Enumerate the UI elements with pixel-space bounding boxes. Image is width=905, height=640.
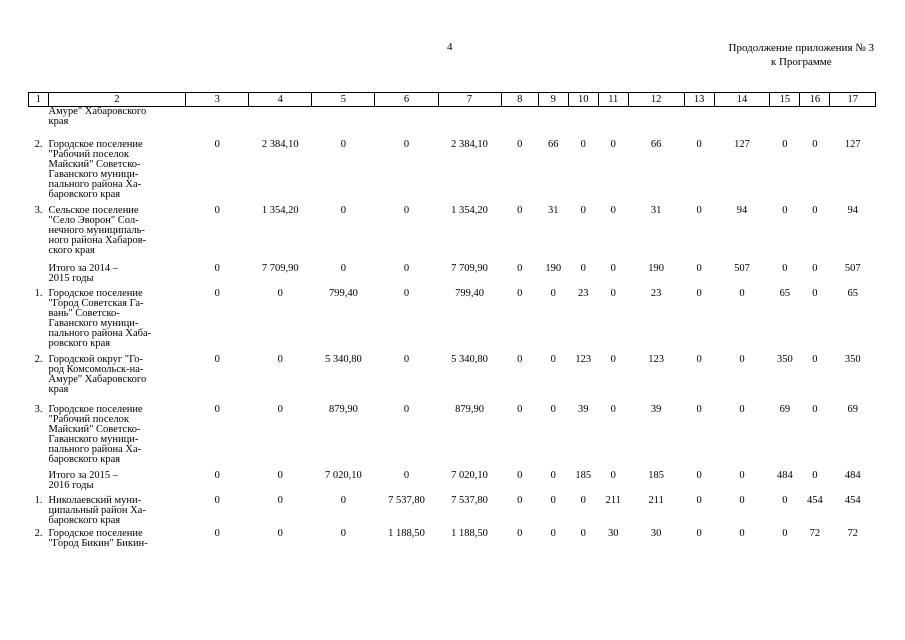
value-cell-col-13: 0 [696, 204, 702, 216]
value-cell-col-8: 0 [517, 287, 523, 299]
value-cell-col-6: 0 [403, 204, 410, 216]
value-cell-col-17: 507 [844, 262, 861, 274]
value-cell-col-14: 127 [734, 138, 750, 150]
row-label-line: Городской округ "Го- [48, 353, 143, 365]
value-cell-col-12: 190 [648, 262, 665, 274]
column-number-10: 10 [568, 93, 598, 107]
row-label-cell [29, 140, 186, 206]
value-cell-col-13: 0 [696, 527, 702, 539]
row-label-line: ципальный район Ха- [48, 504, 146, 516]
row-label-line: края [48, 116, 69, 127]
value-cell-col-3: 0 [214, 287, 220, 299]
value-cell-col-12: 66 [650, 138, 662, 150]
table-row [29, 405, 876, 471]
value-cell-col-4: 0 [277, 353, 283, 365]
row-label-line: Майский" Советско- [48, 158, 141, 170]
value-cell-col-6: 0 [403, 262, 410, 274]
row-label-line: Амуре" Хабаровского [48, 106, 147, 117]
column-number-row [29, 93, 876, 107]
row-label-cell [29, 529, 186, 565]
value-cell-col-10: 0 [580, 204, 586, 216]
value-cell-col-5: 799,40 [328, 287, 358, 299]
value-cell-col-12: 185 [648, 469, 665, 481]
value-cell-col-11: 30 [608, 527, 619, 539]
value-cell-col-16: 0 [812, 353, 818, 365]
value-cell-col-9: 0 [550, 469, 556, 481]
value-cell-col-10: 39 [578, 403, 589, 415]
value-cell-col-6: 0 [403, 469, 410, 481]
value-cell-col-13: 0 [696, 494, 702, 506]
row-label [49, 206, 186, 256]
row-label-cell [29, 289, 186, 355]
column-number-13: 13 [684, 93, 714, 107]
row-label-line: "Рабочий поселок [48, 148, 129, 160]
value-cell-col-4 [249, 107, 312, 140]
value-cell-col-5: 0 [340, 527, 346, 539]
row-label-line: баровского края [48, 453, 121, 465]
value-cell-col-7 [438, 107, 501, 140]
row-index: 3. [34, 204, 43, 216]
value-cell-col-12: 23 [650, 287, 662, 299]
value-cell-col-9 [538, 107, 568, 140]
value-cell-col-8: 0 [517, 262, 523, 274]
column-number-11: 11 [598, 93, 628, 107]
column-number-16: 16 [800, 93, 830, 107]
row-index: 2. [34, 138, 43, 150]
value-cell-col-15: 0 [782, 527, 788, 539]
column-number-15: 15 [770, 93, 800, 107]
value-cell-col-7: 799,40 [455, 287, 484, 299]
row-label-line: пального района Ха- [48, 178, 142, 190]
value-cell-col-13: 0 [696, 469, 702, 481]
value-cell-col-15: 350 [777, 353, 793, 365]
value-cell-col-15: 0 [782, 262, 788, 274]
row-label-line: пального района Ха- [48, 443, 142, 455]
value-cell-col-17: 72 [847, 527, 858, 539]
value-cell-col-12: 30 [650, 527, 662, 539]
value-cell-col-5: 879,90 [328, 403, 358, 415]
row-label [49, 289, 186, 349]
value-cell-col-16: 72 [809, 527, 821, 539]
value-cell-col-9: 0 [550, 527, 556, 539]
row-label-line: ного района Хабаров- [48, 234, 147, 246]
row-label [49, 405, 186, 465]
value-cell-col-12: 211 [648, 494, 664, 506]
value-cell-col-8: 0 [517, 204, 523, 216]
value-cell-col-11: 0 [610, 287, 616, 299]
value-cell-col-9: 66 [548, 138, 559, 150]
column-number-8: 8 [501, 93, 538, 107]
row-index: 1. [34, 287, 43, 299]
row-label [49, 264, 186, 284]
value-cell-col-10: 23 [578, 287, 589, 299]
value-cell-col-13 [684, 107, 714, 140]
value-cell-col-4: 1 354,20 [261, 204, 299, 216]
value-cell-col-17: 484 [844, 469, 861, 481]
value-cell-col-6: 0 [403, 353, 410, 365]
value-cell-col-15: 65 [779, 287, 791, 299]
value-cell-col-9: 0 [550, 494, 556, 506]
row-label-line: 2015 годы [48, 272, 94, 284]
value-cell-col-11: 211 [605, 494, 621, 506]
table-row [29, 289, 876, 355]
value-cell-col-10: 0 [580, 262, 586, 274]
row-label-line: Гаванского муници- [48, 168, 139, 180]
value-cell-col-4: 0 [277, 494, 283, 506]
row-label-line: края [48, 383, 69, 395]
value-cell-col-12 [628, 107, 684, 140]
row-label-cell [29, 107, 186, 140]
value-cell-col-16: 0 [812, 287, 818, 299]
continuation-header [729, 41, 874, 69]
value-cell-col-10: 0 [580, 527, 586, 539]
program-table [28, 92, 876, 565]
value-cell-col-9: 31 [548, 204, 559, 216]
value-cell-col-17: 65 [847, 287, 858, 299]
row-label-line: Городское поселение [48, 138, 143, 150]
value-cell-col-7: 5 340,80 [451, 353, 488, 365]
value-cell-col-8: 0 [517, 494, 523, 506]
value-cell-col-17: 454 [844, 494, 861, 506]
row-index [29, 264, 49, 284]
row-label-line: Итого за 2015 – [48, 469, 119, 481]
value-cell-col-4: 7 709,90 [261, 262, 299, 274]
row-index: 2. [34, 527, 43, 539]
row-label-cell [29, 471, 186, 496]
value-cell-col-17 [830, 107, 876, 140]
value-cell-col-8: 0 [517, 469, 523, 481]
table-row [29, 471, 876, 496]
column-number-4: 4 [249, 93, 312, 107]
row-label-line: баровского края [48, 188, 121, 200]
value-cell-col-5: 0 [340, 262, 346, 274]
value-cell-col-6: 0 [403, 403, 410, 415]
row-label-line: Городское поселение [48, 403, 143, 415]
value-cell-col-9: 190 [545, 262, 562, 274]
value-cell-col-10 [568, 107, 598, 140]
row-label-line: Майский" Советско- [48, 423, 141, 435]
value-cell-col-15: 0 [782, 138, 788, 150]
value-cell-col-6 [375, 107, 438, 140]
continuation-line-2: к Программе [770, 56, 832, 68]
row-label-cell [29, 264, 186, 289]
row-label [49, 140, 186, 200]
value-cell-col-6: 0 [403, 138, 410, 150]
value-cell-col-3: 0 [214, 527, 220, 539]
row-label-line: "Город Советская Га- [48, 297, 144, 309]
value-cell-col-11: 0 [610, 138, 616, 150]
value-cell-col-12: 39 [650, 403, 662, 415]
table-row [29, 140, 876, 206]
column-number-9: 9 [538, 93, 568, 107]
value-cell-col-16: 0 [812, 204, 818, 216]
value-cell-col-7: 2 384,10 [451, 138, 488, 150]
row-label-line: вань" Советско- [48, 307, 120, 319]
value-cell-col-5: 5 340,80 [325, 353, 362, 365]
value-cell-col-14: 0 [739, 494, 745, 506]
row-label-line: 2016 годы [48, 479, 94, 491]
value-cell-col-7: 7 020,10 [451, 469, 488, 481]
value-cell-col-5 [312, 107, 375, 140]
value-cell-col-4: 0 [277, 469, 283, 481]
value-cell-col-16: 0 [812, 262, 818, 274]
value-cell-col-8 [501, 107, 538, 140]
value-cell-col-5: 0 [340, 204, 346, 216]
row-label [49, 496, 186, 526]
table-body [29, 107, 876, 565]
row-label-line: пального района Хаба- [48, 327, 152, 339]
value-cell-col-11: 0 [610, 403, 616, 415]
value-cell-col-5: 0 [340, 494, 346, 506]
column-number-7: 7 [438, 93, 501, 107]
value-cell-col-9: 0 [550, 287, 556, 299]
value-cell-col-4: 0 [277, 403, 283, 415]
value-cell-col-14: 0 [739, 287, 745, 299]
value-cell-col-17: 69 [847, 403, 858, 415]
value-cell-col-3: 0 [214, 353, 220, 365]
row-label [49, 471, 186, 491]
value-cell-col-5: 7 020,10 [325, 469, 362, 481]
column-number-1: 1 [29, 93, 49, 107]
row-index [29, 107, 49, 127]
value-cell-col-5: 0 [340, 138, 346, 150]
value-cell-col-14: 94 [736, 204, 748, 216]
value-cell-col-14: 0 [739, 353, 745, 365]
value-cell-col-15: 69 [779, 403, 791, 415]
value-cell-col-8: 0 [517, 527, 523, 539]
value-cell-col-16: 0 [812, 403, 818, 415]
column-number-17: 17 [830, 93, 876, 107]
value-cell-col-7: 1 188,50 [451, 527, 488, 539]
value-cell-col-17: 94 [847, 204, 858, 216]
value-cell-col-3: 0 [214, 494, 220, 506]
value-cell-col-3: 0 [214, 262, 220, 274]
value-cell-col-3: 0 [214, 204, 220, 216]
value-cell-col-13: 0 [696, 287, 702, 299]
row-label-line: Городское поселение [48, 527, 143, 539]
row-label [49, 529, 186, 549]
value-cell-col-14: 0 [739, 469, 745, 481]
value-cell-col-11 [598, 107, 628, 140]
value-cell-col-3: 0 [214, 403, 220, 415]
value-cell-col-8: 0 [517, 353, 523, 365]
value-cell-col-12: 123 [648, 353, 665, 365]
value-cell-col-8: 0 [517, 403, 523, 415]
value-cell-col-16: 454 [807, 494, 823, 506]
row-index: 3. [34, 403, 43, 415]
value-cell-col-12: 31 [650, 204, 662, 216]
value-cell-col-11: 0 [610, 204, 616, 216]
row-label-line: Гаванского муници- [48, 317, 139, 329]
value-cell-col-16: 0 [812, 138, 818, 150]
value-cell-col-13: 0 [696, 138, 702, 150]
value-cell-col-10: 0 [580, 494, 586, 506]
value-cell-col-3 [186, 107, 249, 140]
value-cell-col-7: 7 709,90 [451, 262, 488, 274]
value-cell-col-17: 350 [844, 353, 861, 365]
row-label-line: Гаванского муници- [48, 433, 139, 445]
row-label-cell [29, 206, 186, 264]
page-number: 4 [447, 41, 453, 53]
value-cell-col-6: 0 [403, 287, 410, 299]
value-cell-col-9: 0 [550, 403, 556, 415]
row-index: 2. [34, 353, 43, 365]
value-cell-col-15: 0 [782, 204, 788, 216]
value-cell-col-4: 0 [277, 287, 283, 299]
table-row [29, 529, 876, 565]
value-cell-col-11: 0 [610, 262, 616, 274]
row-label-line: "Рабочий поселок [48, 413, 129, 425]
value-cell-col-4: 0 [277, 527, 283, 539]
value-cell-col-10: 0 [580, 138, 586, 150]
column-number-6: 6 [375, 93, 438, 107]
value-cell-col-16 [800, 107, 830, 140]
column-number-5: 5 [312, 93, 375, 107]
value-cell-col-15 [770, 107, 800, 140]
table-row [29, 264, 876, 289]
value-cell-col-10: 185 [575, 469, 592, 481]
value-cell-col-4: 2 384,10 [261, 138, 299, 150]
row-label-line: Амуре" Хабаровского [48, 373, 147, 385]
value-cell-col-14: 507 [734, 262, 750, 274]
row-label-line: ровского края [48, 337, 111, 349]
value-cell-col-10: 123 [575, 353, 592, 365]
table-row [29, 107, 876, 140]
row-label-line: род Комсомольск-на- [48, 363, 144, 375]
row-label-cell [29, 405, 186, 471]
column-number-2: 2 [48, 93, 186, 107]
row-label [49, 107, 186, 127]
row-label-line: Итого за 2014 – [48, 262, 119, 274]
value-cell-col-14: 0 [739, 403, 745, 415]
row-label-line: Николаевский муни- [48, 494, 142, 506]
value-cell-col-9: 0 [550, 353, 556, 365]
row-label-line: "Село Эворон" Сол- [48, 214, 139, 226]
row-label-line: ского края [48, 244, 95, 256]
value-cell-col-15: 0 [782, 494, 788, 506]
value-cell-col-8: 0 [517, 138, 523, 150]
row-label-line: баровского края [48, 514, 121, 526]
value-cell-col-14: 0 [739, 527, 745, 539]
column-number-3: 3 [186, 93, 249, 107]
column-number-14: 14 [714, 93, 770, 107]
row-index [29, 471, 49, 491]
value-cell-col-15: 484 [777, 469, 793, 481]
value-cell-col-13: 0 [696, 262, 702, 274]
value-cell-col-6: 7 537,80 [388, 494, 425, 506]
row-label-cell [29, 496, 186, 529]
row-label-line: нечного муниципаль- [48, 224, 145, 236]
value-cell-col-7: 879,90 [455, 403, 484, 415]
row-label-line: "Город Бикин" Бикин- [48, 537, 148, 549]
value-cell-col-17: 127 [844, 138, 861, 150]
row-label [49, 355, 186, 395]
value-cell-col-7: 1 354,20 [451, 204, 488, 216]
value-cell-col-3: 0 [214, 138, 220, 150]
value-cell-col-6: 1 188,50 [388, 527, 425, 539]
continuation-line-1: Продолжение приложения № 3 [728, 42, 874, 54]
row-label-line: Городское поселение [48, 287, 143, 299]
row-index: 1. [34, 494, 43, 506]
value-cell-col-14 [714, 107, 770, 140]
column-number-12: 12 [628, 93, 684, 107]
value-cell-col-13: 0 [696, 403, 702, 415]
value-cell-col-16: 0 [812, 469, 818, 481]
value-cell-col-11: 0 [610, 353, 616, 365]
table-row [29, 355, 876, 405]
value-cell-col-3: 0 [214, 469, 220, 481]
table-row [29, 206, 876, 264]
value-cell-col-13: 0 [696, 353, 702, 365]
value-cell-col-7: 7 537,80 [451, 494, 488, 506]
value-cell-col-11: 0 [610, 469, 616, 481]
table-row [29, 496, 876, 529]
row-label-cell [29, 355, 186, 405]
row-label-line: Сельское поселение [48, 204, 139, 216]
